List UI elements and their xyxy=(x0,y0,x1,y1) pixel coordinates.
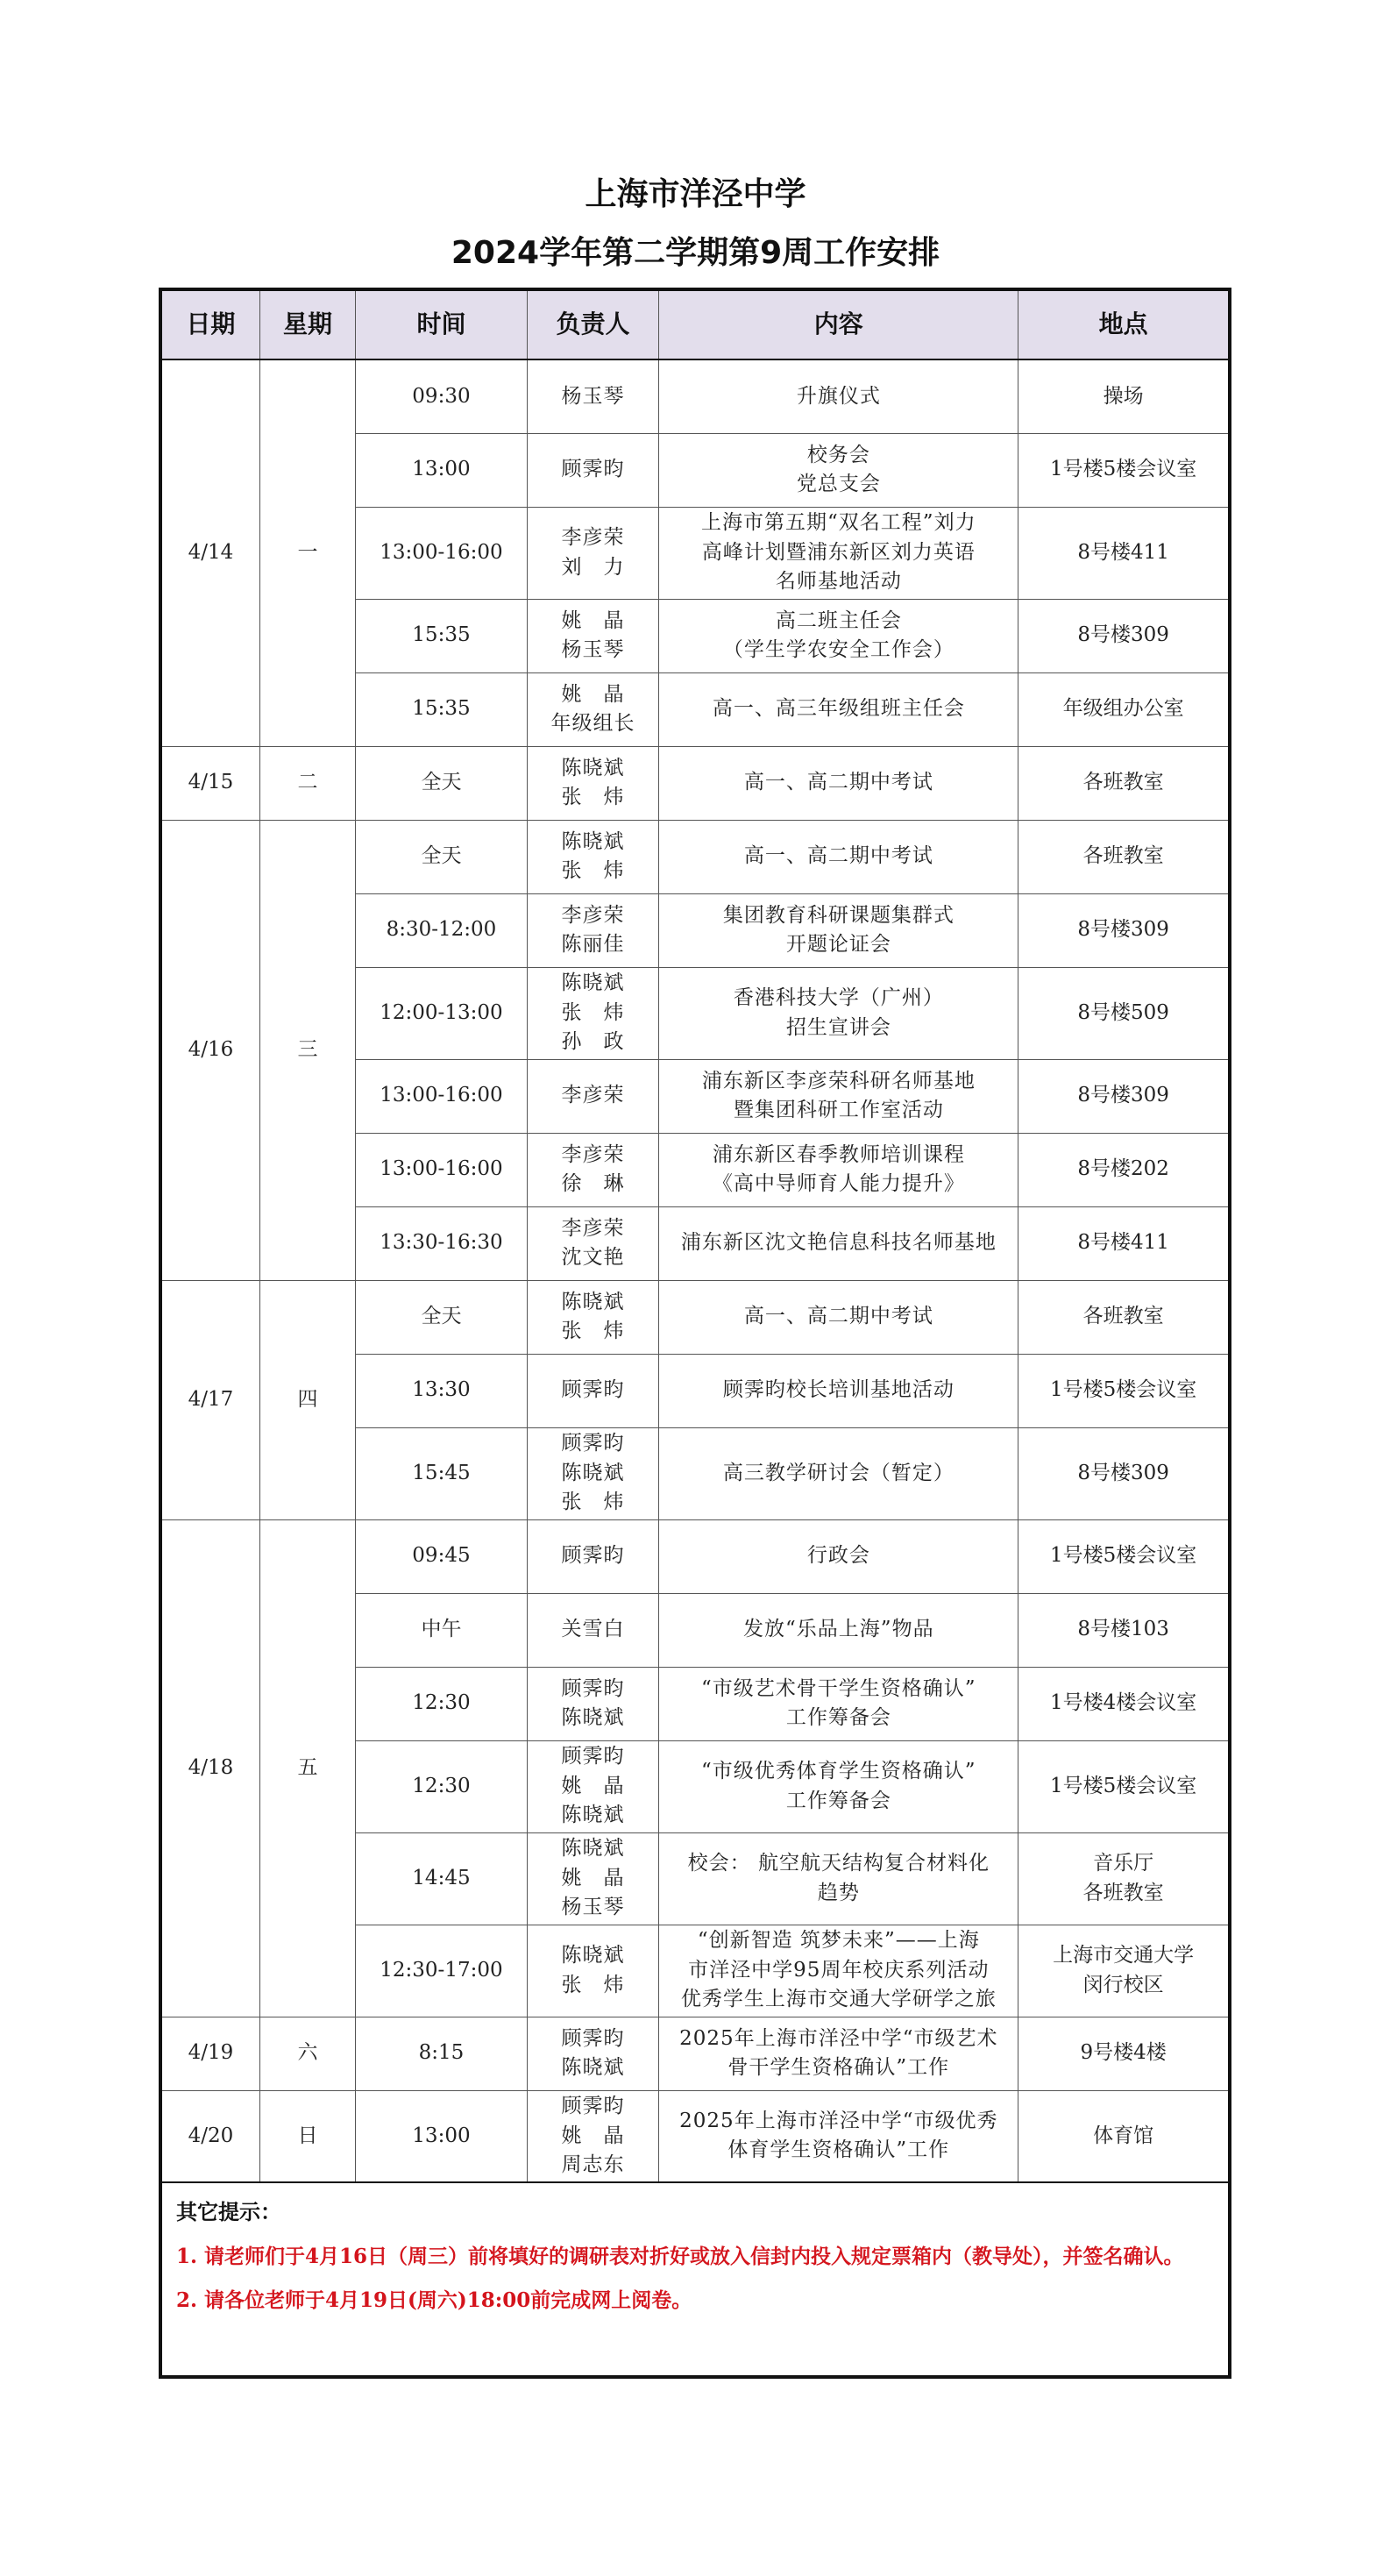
person-cell-line: 李彦荣 xyxy=(561,903,625,927)
person-cell-line: 陈晓斌 xyxy=(561,1461,625,1484)
content-cell-line: 校务会 xyxy=(806,443,870,466)
content-cell-line: 发放“乐品上海”物品 xyxy=(743,1618,934,1641)
person-cell-line: 孙 政 xyxy=(561,1030,625,1054)
person-cell-line: 关雪白 xyxy=(561,1618,625,1641)
time-cell: 全天 xyxy=(356,746,528,820)
person-cell-line: 陈晓斌 xyxy=(561,2056,625,2079)
date-cell: 4/20 xyxy=(160,2090,259,2182)
location-cell-line: 8号楼103 xyxy=(1077,1618,1169,1641)
person-cell-line: 张 炜 xyxy=(561,1491,625,1514)
time-cell: 13:00 xyxy=(356,2090,528,2182)
location-cell-line: 1号楼5楼会议室 xyxy=(1050,1544,1197,1568)
person-cell-line: 徐 琳 xyxy=(561,1172,625,1195)
location-cell xyxy=(1018,1206,1230,1280)
location-cell xyxy=(1018,599,1230,672)
table-row xyxy=(160,2090,1230,2182)
location-cell xyxy=(1018,820,1230,893)
location-cell-line: 音乐厅 xyxy=(1093,1852,1154,1875)
content-cell-line: 高一、高三年级组班主任会 xyxy=(712,697,965,721)
person-cell-line: 张 炜 xyxy=(561,1973,625,1996)
content-cell-line: 高一、高二期中考试 xyxy=(743,1305,933,1328)
date-cell: 4/17 xyxy=(160,1280,259,1519)
person-cell-line: 姚 晶 xyxy=(561,2124,625,2147)
header-row xyxy=(160,289,1230,359)
person-cell-line: 陈晓斌 xyxy=(561,1290,625,1313)
content-cell-line: 高三教学研讨会（暂定） xyxy=(722,1461,955,1484)
note-item: 1. 请老师们于4月16日（周三）前将填好的调研表对折好或放入信封内投入规定票箱内（教导处），并签名确认。 xyxy=(176,2244,1184,2268)
person-cell xyxy=(527,599,658,672)
content-cell-line: 上海市第五期“双名工程”刘力 xyxy=(701,511,976,535)
person-cell xyxy=(527,1593,658,1667)
person-cell-line: 李彦荣 xyxy=(561,1216,625,1240)
person-cell-line: 沈文艳 xyxy=(561,1246,625,1269)
content-cell xyxy=(659,1593,1018,1667)
person-cell xyxy=(527,1832,658,1925)
person-cell xyxy=(527,893,658,967)
document-subtitle: 2024学年第二学期第9周工作安排 xyxy=(451,235,940,271)
content-cell xyxy=(659,746,1018,820)
person-cell-line: 杨玉琴 xyxy=(561,384,625,408)
content-cell-line: 优秀学生上海市交通大学研学之旅 xyxy=(680,1988,997,2011)
content-cell-line: 集团教育科研课题集群式 xyxy=(722,903,955,927)
content-cell xyxy=(659,1667,1018,1740)
location-cell xyxy=(1018,1133,1230,1206)
person-cell-line: 陈晓斌 xyxy=(561,1804,625,1827)
content-cell-line: （学生学农安全工作会） xyxy=(722,638,955,661)
location-cell xyxy=(1018,1667,1230,1740)
weekday-cell: 二 xyxy=(259,746,355,820)
person-cell-line: 顾霁昀 xyxy=(561,1378,625,1402)
content-cell xyxy=(659,820,1018,893)
content-cell xyxy=(659,1740,1018,1832)
location-cell xyxy=(1018,1354,1230,1427)
time-cell: 13:00-16:00 xyxy=(356,1133,528,1206)
person-cell-line: 陈晓斌 xyxy=(561,1706,625,1729)
header-person: 负责人 xyxy=(527,289,658,359)
content-cell-line: 招生宣讲会 xyxy=(785,1015,891,1039)
notes-row xyxy=(160,2182,1230,2377)
person-cell-line: 姚 晶 xyxy=(561,682,625,706)
person-cell-line: 周志东 xyxy=(561,2153,625,2176)
content-cell xyxy=(659,967,1018,1059)
location-cell-line: 各班教室 xyxy=(1082,1305,1164,1328)
location-cell xyxy=(1018,1280,1230,1354)
person-cell xyxy=(527,1667,658,1740)
location-cell xyxy=(1018,2090,1230,2182)
location-cell-line: 8号楼411 xyxy=(1077,540,1169,564)
content-cell-line: 骨干学生资格确认”工作 xyxy=(727,2056,950,2079)
content-cell-line: 2025年上海市洋泾中学“市级艺术 xyxy=(679,2026,998,2050)
date-cell: 4/16 xyxy=(160,820,259,1280)
header-date: 日期 xyxy=(160,289,259,359)
content-cell xyxy=(659,1427,1018,1519)
date-cell: 4/14 xyxy=(160,359,259,746)
content-cell xyxy=(659,672,1018,746)
time-cell: 13:00-16:00 xyxy=(356,1059,528,1133)
weekday-cell: 日 xyxy=(259,2090,355,2182)
content-cell xyxy=(659,1832,1018,1925)
location-cell-line: 1号楼5楼会议室 xyxy=(1050,1378,1197,1402)
content-cell-line: 市洋泾中学95周年校庆系列活动 xyxy=(688,1958,990,1982)
location-cell-line: 各班教室 xyxy=(1082,771,1164,794)
location-cell xyxy=(1018,359,1230,433)
date-cell: 4/19 xyxy=(160,2017,259,2090)
person-cell xyxy=(527,820,658,893)
time-cell: 15:45 xyxy=(356,1427,528,1519)
content-cell xyxy=(659,1925,1018,2017)
person-cell xyxy=(527,967,658,1059)
header-content: 内容 xyxy=(659,289,1018,359)
person-cell-line: 张 炜 xyxy=(561,1320,625,1342)
location-cell-line: 8号楼309 xyxy=(1077,918,1169,942)
content-cell xyxy=(659,893,1018,967)
person-cell-line: 顾霁昀 xyxy=(561,1432,625,1455)
person-cell xyxy=(527,1740,658,1832)
content-cell xyxy=(659,2017,1018,2090)
content-cell-line: “创新智造 筑梦未来”——上海 xyxy=(697,1929,980,1953)
location-cell-line: 9号楼4楼 xyxy=(1080,2041,1167,2065)
time-cell: 8:30-12:00 xyxy=(356,893,528,967)
person-cell-line: 陈晓斌 xyxy=(561,1944,625,1968)
schedule-table xyxy=(159,288,1231,2379)
location-cell xyxy=(1018,1740,1230,1832)
person-cell xyxy=(527,1925,658,2017)
date-cell: 4/18 xyxy=(160,1519,259,2017)
notes-title: 其它提示： xyxy=(176,2199,281,2224)
header-time: 时间 xyxy=(356,289,528,359)
location-cell-line: 8号楼509 xyxy=(1077,1000,1169,1024)
table-row xyxy=(160,1519,1230,1593)
content-cell-line: 《高中导师育人能力提升》 xyxy=(712,1172,965,1195)
location-cell xyxy=(1018,2017,1230,2090)
location-cell xyxy=(1018,746,1230,820)
person-cell xyxy=(527,1133,658,1206)
location-cell-line: 1号楼5楼会议室 xyxy=(1050,458,1197,481)
content-cell-line: 趋势 xyxy=(817,1881,860,1904)
content-cell-line: 行政会 xyxy=(806,1544,870,1568)
content-cell-line: 体育学生资格确认”工作 xyxy=(727,2138,950,2162)
time-cell: 13:00 xyxy=(356,433,528,507)
person-cell-line: 杨玉琴 xyxy=(561,638,625,661)
table-row xyxy=(160,359,1230,433)
notes-cell xyxy=(160,2182,1230,2377)
content-cell-line: 工作筹备会 xyxy=(785,1706,891,1729)
person-cell-line: 年级组长 xyxy=(550,712,635,735)
location-cell-line: 8号楼309 xyxy=(1077,1461,1169,1484)
content-cell-line: “市级优秀体育学生资格确认” xyxy=(701,1760,976,1783)
content-cell-line: 2025年上海市洋泾中学“市级优秀 xyxy=(679,2109,998,2132)
content-cell-line: 工作筹备会 xyxy=(785,1789,891,1812)
person-cell-line: 张 炜 xyxy=(561,786,625,808)
date-cell: 4/15 xyxy=(160,746,259,820)
person-cell-line: 陈晓斌 xyxy=(561,1837,625,1861)
location-cell-line: 上海市交通大学 xyxy=(1053,1944,1195,1968)
time-cell: 12:00-13:00 xyxy=(356,967,528,1059)
document-title: 上海市洋泾中学 xyxy=(585,176,806,212)
location-cell xyxy=(1018,672,1230,746)
person-cell-line: 陈丽佳 xyxy=(561,933,625,956)
person-cell-line: 杨玉琴 xyxy=(561,1896,625,1919)
location-cell-line: 操场 xyxy=(1103,384,1144,408)
location-cell-line: 闵行校区 xyxy=(1082,1973,1164,1996)
location-cell xyxy=(1018,1059,1230,1133)
time-cell: 12:30 xyxy=(356,1740,528,1832)
content-cell-line: 高峰计划暨浦东新区刘力英语 xyxy=(701,540,976,564)
person-cell xyxy=(527,1206,658,1280)
location-cell-line: 8号楼411 xyxy=(1077,1231,1169,1255)
location-cell xyxy=(1018,1832,1230,1925)
content-cell xyxy=(659,1519,1018,1593)
person-cell-line: 姚 晶 xyxy=(561,1866,625,1889)
content-cell-line: 暨集团科研工作室活动 xyxy=(733,1099,944,1121)
content-cell-line: 校会： 航空航天结构复合材料化 xyxy=(687,1852,990,1875)
location-cell xyxy=(1018,1925,1230,2017)
location-cell-line: 体育馆 xyxy=(1093,2124,1154,2147)
time-cell: 09:30 xyxy=(356,359,528,433)
person-cell-line: 李彦荣 xyxy=(561,1084,625,1107)
header-weekday: 星期 xyxy=(259,289,355,359)
time-cell: 全天 xyxy=(356,820,528,893)
table-row xyxy=(160,2017,1230,2090)
person-cell xyxy=(527,1059,658,1133)
person-cell xyxy=(527,1519,658,1593)
location-cell xyxy=(1018,507,1230,599)
table-row xyxy=(160,820,1230,893)
content-cell-line: 香港科技大学（广州） xyxy=(733,986,944,1010)
content-cell xyxy=(659,433,1018,507)
location-cell-line: 1号楼4楼会议室 xyxy=(1050,1691,1197,1715)
person-cell xyxy=(527,2090,658,2182)
location-cell-line: 各班教室 xyxy=(1082,844,1164,868)
content-cell-line: “市级艺术骨干学生资格确认” xyxy=(701,1676,976,1700)
person-cell-line: 陈晓斌 xyxy=(561,971,625,995)
location-cell-line: 1号楼5楼会议室 xyxy=(1050,1774,1197,1797)
person-cell xyxy=(527,1354,658,1427)
location-cell-line: 8号楼202 xyxy=(1077,1157,1169,1181)
weekday-cell: 四 xyxy=(259,1280,355,1519)
content-cell-line: 顾霁昀校长培训基地活动 xyxy=(722,1378,955,1402)
weekday-cell: 一 xyxy=(259,359,355,746)
time-cell: 13:00-16:00 xyxy=(356,507,528,599)
person-cell-line: 刘 力 xyxy=(561,555,625,579)
time-cell: 全天 xyxy=(356,1280,528,1354)
table-row xyxy=(160,746,1230,820)
person-cell xyxy=(527,746,658,820)
location-cell xyxy=(1018,1427,1230,1519)
weekday-cell: 六 xyxy=(259,2017,355,2090)
location-cell xyxy=(1018,1593,1230,1667)
location-cell-line: 8号楼309 xyxy=(1077,1084,1169,1107)
time-cell: 15:35 xyxy=(356,672,528,746)
content-cell-line: 党总支会 xyxy=(796,473,881,495)
person-cell-line: 李彦荣 xyxy=(561,526,625,550)
person-cell xyxy=(527,433,658,507)
note-item: 2. 请各位老师于4月19日(周六)18:00前完成网上阅卷。 xyxy=(176,2288,692,2313)
person-cell-line: 顾霁昀 xyxy=(561,458,625,481)
table-row xyxy=(160,1280,1230,1354)
time-cell: 12:30 xyxy=(356,1667,528,1740)
header-location: 地点 xyxy=(1018,289,1230,359)
content-cell-line: 名师基地活动 xyxy=(775,570,902,594)
person-cell xyxy=(527,507,658,599)
content-cell xyxy=(659,1354,1018,1427)
content-cell-line: 开题论证会 xyxy=(785,933,891,956)
weekday-cell: 五 xyxy=(259,1519,355,2017)
time-cell: 12:30-17:00 xyxy=(356,1925,528,2017)
person-cell-line: 顾霁昀 xyxy=(561,1745,625,1768)
time-cell: 8:15 xyxy=(356,2017,528,2090)
person-cell-line: 张 炜 xyxy=(561,1000,625,1024)
person-cell xyxy=(527,1427,658,1519)
location-cell-line: 年级组办公室 xyxy=(1062,697,1184,721)
person-cell-line: 顾霁昀 xyxy=(561,1544,625,1568)
time-cell: 14:45 xyxy=(356,1832,528,1925)
person-cell-line: 张 炜 xyxy=(561,859,625,882)
content-cell xyxy=(659,507,1018,599)
time-cell: 13:30-16:30 xyxy=(356,1206,528,1280)
location-cell-line: 各班教室 xyxy=(1082,1881,1164,1904)
person-cell-line: 陈晓斌 xyxy=(561,756,625,779)
person-cell-line: 顾霁昀 xyxy=(561,1676,625,1700)
person-cell-line: 姚 晶 xyxy=(561,1774,625,1797)
person-cell xyxy=(527,672,658,746)
content-cell-line: 浦东新区春季教师培训课程 xyxy=(712,1142,965,1166)
person-cell-line: 顾霁昀 xyxy=(561,2026,625,2050)
content-cell-line: 高一、高二期中考试 xyxy=(743,771,933,794)
time-cell: 13:30 xyxy=(356,1354,528,1427)
location-cell xyxy=(1018,893,1230,967)
weekday-cell: 三 xyxy=(259,820,355,1280)
content-cell-line: 高二班主任会 xyxy=(775,608,902,632)
person-cell-line: 顾霁昀 xyxy=(561,2095,625,2118)
time-cell: 15:35 xyxy=(356,599,528,672)
time-cell: 09:45 xyxy=(356,1519,528,1593)
person-cell-line: 陈晓斌 xyxy=(561,829,625,853)
content-cell xyxy=(659,359,1018,433)
content-cell xyxy=(659,1280,1018,1354)
time-cell: 中午 xyxy=(356,1593,528,1667)
person-cell-line: 李彦荣 xyxy=(561,1142,625,1166)
location-cell xyxy=(1018,433,1230,507)
content-cell-line: 升旗仪式 xyxy=(796,384,881,408)
content-cell xyxy=(659,1133,1018,1206)
content-cell-line: 浦东新区沈文艳信息科技名师基地 xyxy=(680,1231,997,1255)
location-cell xyxy=(1018,1519,1230,1593)
content-cell xyxy=(659,599,1018,672)
person-cell xyxy=(527,2017,658,2090)
person-cell-line: 姚 晶 xyxy=(561,608,625,632)
content-cell-line: 高一、高二期中考试 xyxy=(743,844,933,868)
content-cell xyxy=(659,2090,1018,2182)
person-cell xyxy=(527,1280,658,1354)
content-cell xyxy=(659,1206,1018,1280)
person-cell xyxy=(527,359,658,433)
location-cell xyxy=(1018,967,1230,1059)
content-cell xyxy=(659,1059,1018,1133)
content-cell-line: 浦东新区李彦荣科研名师基地 xyxy=(701,1069,976,1092)
location-cell-line: 8号楼309 xyxy=(1077,623,1169,647)
